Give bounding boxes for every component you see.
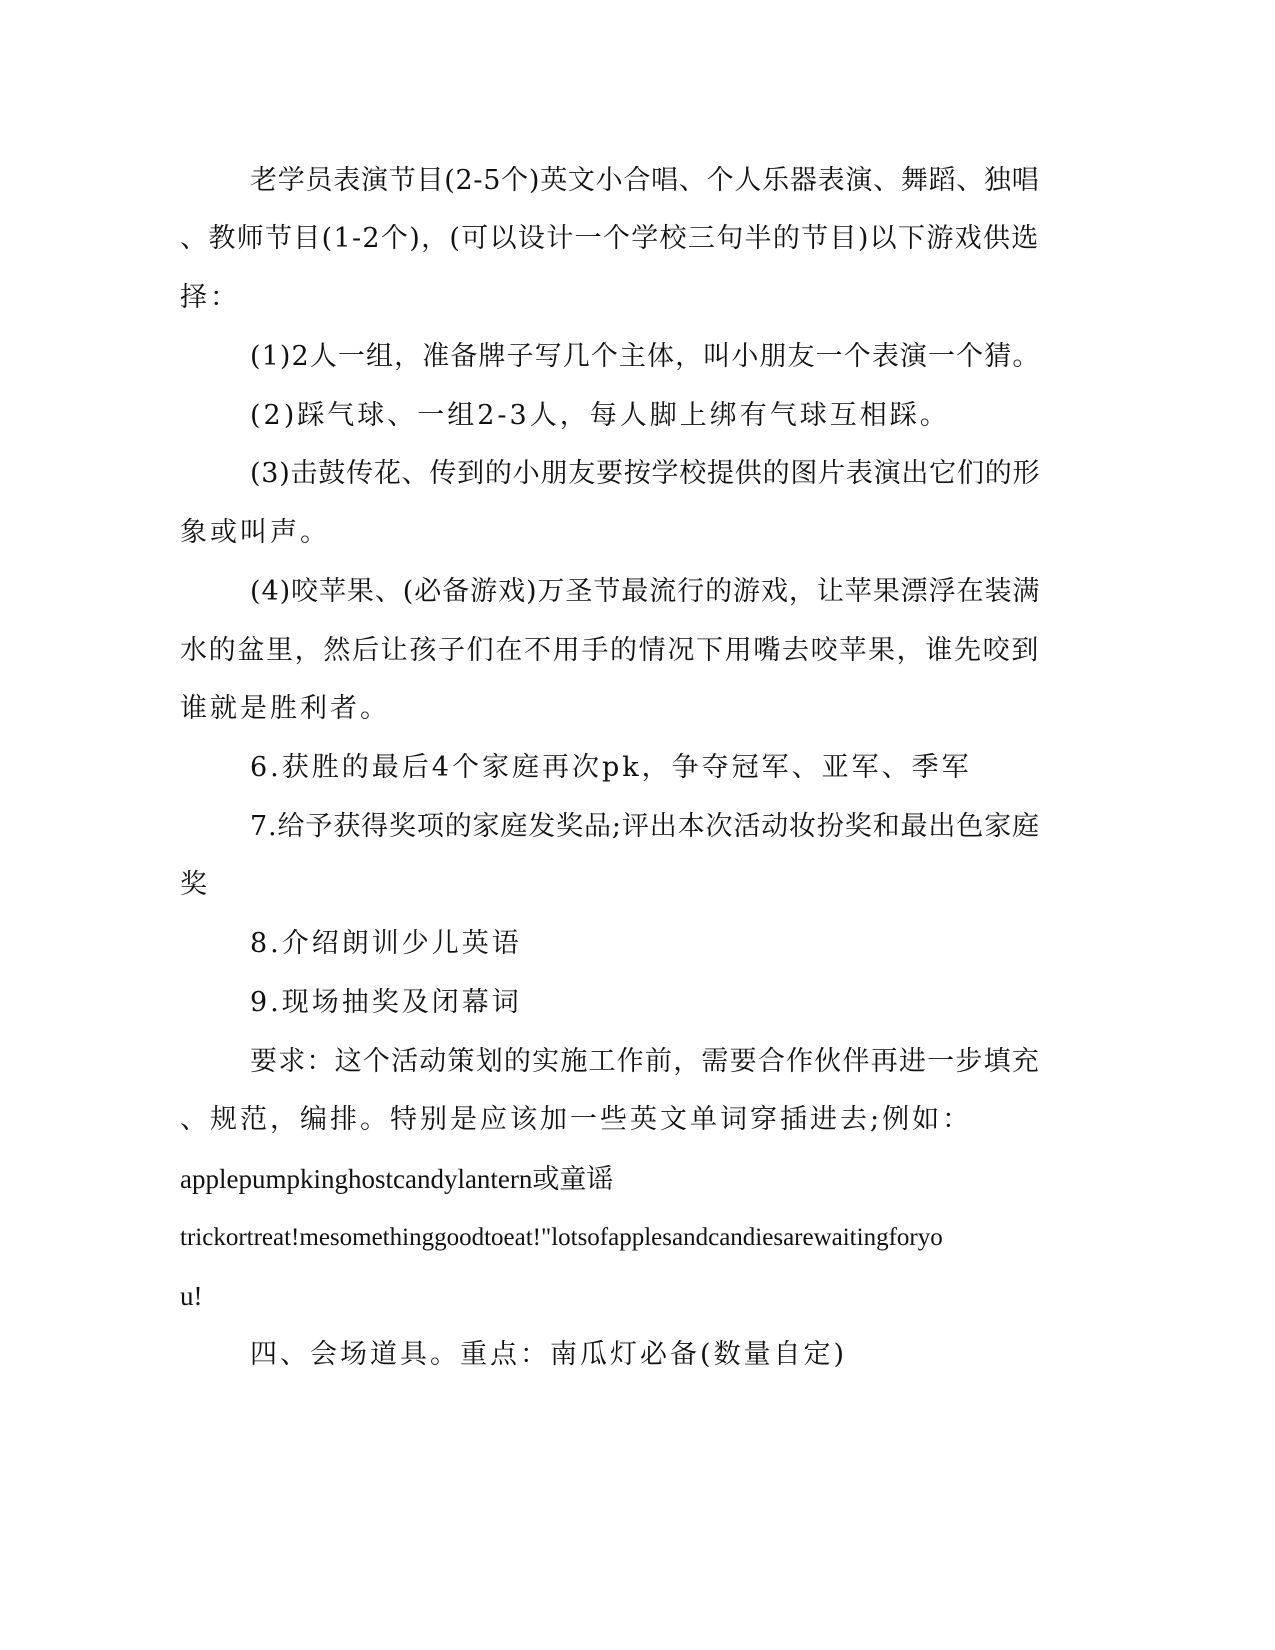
- text-line: (2)踩气球、一组2-3人，每人脚上绑有气球互相踩。: [250, 400, 950, 431]
- text-line: 象或叫声。: [180, 517, 330, 548]
- text-line: 奖: [180, 869, 210, 900]
- text-line: u!: [180, 1281, 203, 1311]
- text-line: 7.给予获得奖项的家庭发奖品;评出本次活动妆扮奖和最出色家庭: [250, 811, 1040, 842]
- text-line: 四、会场道具。重点：南瓜灯必备(数量自定): [250, 1339, 848, 1370]
- text-line: applepumpkinghostcandylantern或童谣: [180, 1164, 614, 1194]
- text-line: 8.介绍朗训少儿英语: [250, 928, 522, 959]
- text-line: (4)咬苹果、(必备游戏)万圣节最流行的游戏，让苹果漂浮在装满: [250, 576, 1041, 607]
- text-line: 谁就是胜利者。: [180, 693, 390, 724]
- text-line: 择：: [180, 282, 240, 313]
- text-line: 水的盆里，然后让孩子们在不用手的情况下用嘴去咬苹果，谁先咬到: [180, 635, 1040, 666]
- text-line: trickortreat!mesomethinggoodtoeat!"lotsofapplesandcandiesarewaitingforyo: [180, 1224, 943, 1251]
- text-line: 、教师节目(1-2个)，(可以设计一个学校三句半的节目)以下游戏供选: [180, 223, 1040, 254]
- text-line: 9.现场抽奖及闭幕词: [250, 987, 522, 1018]
- text-line: 要求：这个活动策划的实施工作前，需要合作伙伴再进一步填充: [250, 1046, 1040, 1077]
- text-line: (3)击鼓传花、传到的小朋友要按学校提供的图片表演出它们的形: [250, 458, 1041, 489]
- text-line: 6.获胜的最后4个家庭再次pk，争夺冠军、亚军、季军: [250, 752, 972, 783]
- text-line: 老学员表演节目(2-5个)英文小合唱、个人乐器表演、舞蹈、独唱: [250, 165, 1040, 196]
- text-line: (1)2人一组，准备牌子写几个主体，叫小朋友一个表演一个猜。: [250, 341, 1041, 372]
- text-line: 、规范，编排。特别是应该加一些英文单词穿插进去;例如：: [180, 1104, 973, 1135]
